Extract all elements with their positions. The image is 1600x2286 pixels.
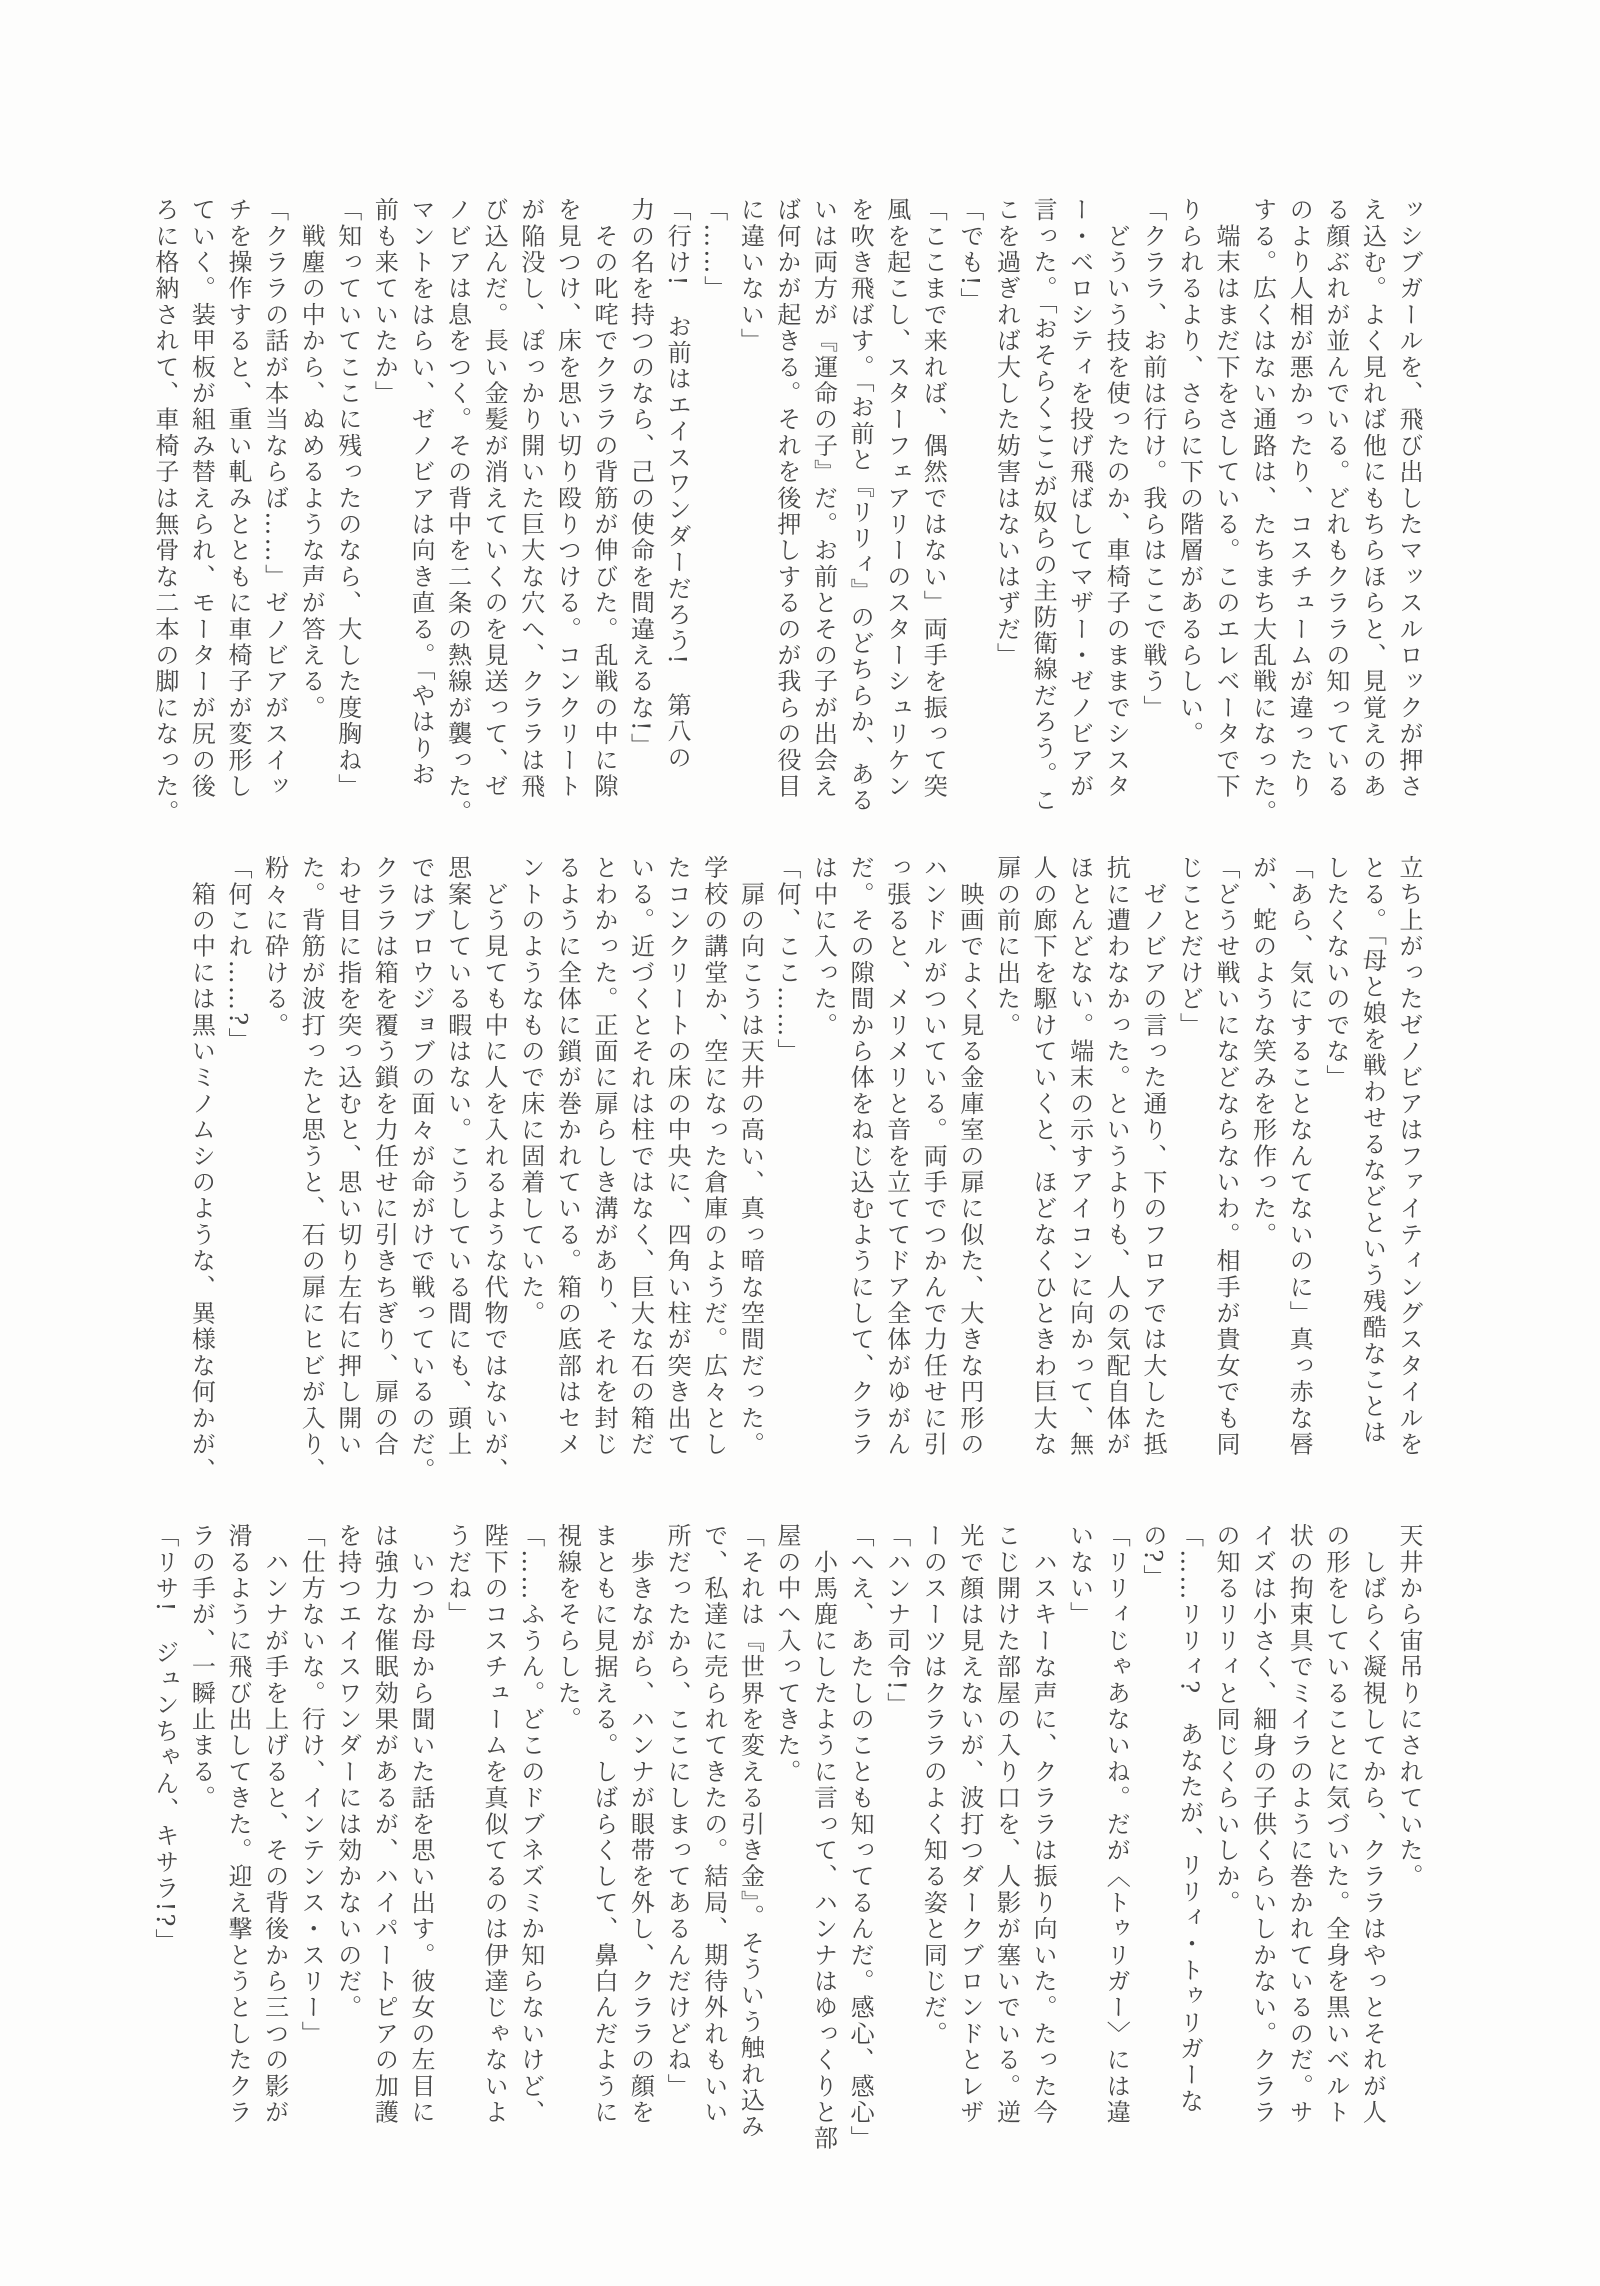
text-column: 「へえ、あたしのことも知ってるんだ。感心、感心」 bbox=[846, 1523, 875, 2152]
text-column: ハスキーな声に、クララは振り向いた。たった今 bbox=[1029, 1523, 1058, 2126]
text-column: たコンクリートの床の中央に、四角い柱が突き出て bbox=[663, 855, 692, 1458]
text-column: いない」 bbox=[1065, 1523, 1094, 1628]
text-column: ろに格納されて、車椅子は無骨な二本の脚になった。 bbox=[150, 197, 179, 826]
text-column: 視線をそらした。 bbox=[553, 1523, 582, 1733]
text-band-bottom bbox=[146, 1523, 1427, 2152]
text-column: 風を起こし、スターフェアリーのスターシュリケン bbox=[882, 197, 911, 800]
text-column: 歩きながら、ハンナが眼帯を外し、クララの顔を bbox=[626, 1523, 655, 2126]
text-column: っ張ると、メリメリと音を立ててドア全体がゆがん bbox=[882, 855, 911, 1458]
text-column: いる。近づくとそれは柱ではなく、巨大な石の箱だ bbox=[626, 855, 655, 1458]
text-column: したくないのでな」 bbox=[1321, 855, 1350, 1091]
text-column: 「ハンナ司令!」 bbox=[882, 1523, 911, 1719]
text-column: とる。「母と娘を戦わせるなどという残酷なことは bbox=[1358, 855, 1387, 1446]
text-column: ではブロウジョブの面々が命がけで戦っているのだ。 bbox=[406, 855, 435, 1484]
text-column: ハンナが手を上げると、その背後から三つの影が bbox=[260, 1523, 289, 2126]
text-column: 抗に遭わなかった。というよりも、人の気配自体が bbox=[1102, 855, 1131, 1458]
text-column: チを操作すると、重い軋みとともに車椅子が変形し bbox=[224, 197, 252, 800]
text-column: 人の廊下を駆けていくと、ほどなくひときわ巨大な bbox=[1029, 855, 1058, 1458]
text-column: 天井から宙吊りにされていた。 bbox=[1395, 1523, 1423, 1890]
text-column: わせ目に指を突っ込むと、思い切り左右に押し開い bbox=[333, 855, 362, 1458]
text-column: とわかった。正面に扉らしき溝があり、それを封じ bbox=[589, 855, 618, 1458]
text-column: どう見ても中に人を入れるような代物ではないが、 bbox=[480, 855, 509, 1484]
text-column: が陥没し、ぽっかり開いた巨大な穴へ、クララは飛 bbox=[516, 197, 545, 800]
text-column: 「何これ……?」 bbox=[224, 855, 252, 1054]
text-column: 状の拘束具でミイラのように巻かれているのだ。サ bbox=[1285, 1523, 1314, 2126]
text-column: 前も来ていたか」 bbox=[370, 197, 399, 407]
text-column: 「何、ここ……」 bbox=[772, 855, 801, 1065]
text-column: る顔ぶれが並んでいる。どれもクララの知っている bbox=[1321, 197, 1350, 800]
text-column: は強力な催眠効果があるが、ハイパートピアの加護 bbox=[370, 1523, 399, 2126]
text-column: 言った。「おそらくここが奴らの主防衛線だろう。こ bbox=[1029, 197, 1058, 814]
text-band-middle bbox=[183, 855, 1427, 1484]
text-column: 「行け! お前はエイスワンダーだろう! 第八の bbox=[663, 197, 692, 771]
text-column: 力の名を持つのなら、己の使命を間違えるな!」 bbox=[626, 197, 655, 760]
text-column: ゼノビアの言った通り、下のフロアでは大した抵 bbox=[1138, 855, 1167, 1458]
text-column: ラの手が、一瞬止まる。 bbox=[187, 1523, 216, 1812]
text-column: クララは箱を覆う鎖を力任せに引きちぎり、扉の合 bbox=[370, 855, 399, 1458]
text-column: 「リサ! ジュンちゃん、キサラ!?」 bbox=[150, 1523, 179, 1955]
text-column: が、蛇のような笑みを形作った。 bbox=[1248, 855, 1277, 1248]
text-column: ノビアは息をつく。その背中を二条の熱線が襲った。 bbox=[443, 197, 472, 826]
text-column: 光で顔は見えないが、波打つダークブロンドとレザ bbox=[955, 1523, 984, 2126]
text-column: に違いない」 bbox=[736, 197, 765, 355]
text-column: じことだけど」 bbox=[1175, 855, 1204, 1039]
text-column: 「仕方ないな。行け、インテンス・スリー」 bbox=[297, 1523, 326, 2047]
text-column: ば何かが起きる。それを後押しするのが我らの役目 bbox=[772, 197, 801, 800]
text-column: する。広くはない通路は、たちまち大乱戦になった。 bbox=[1248, 197, 1277, 826]
text-column: のより人相が悪かったり、コスチュームが違ったり bbox=[1285, 197, 1314, 800]
text-column: 「それは『世界を変える引き金』。そういう触れ込み bbox=[736, 1523, 765, 2140]
text-column: 小馬鹿にしたように言って、ハンナはゆっくりと部 bbox=[809, 1523, 838, 2152]
text-column: しばらく凝視してから、クララはやっとそれが人 bbox=[1358, 1523, 1387, 2126]
text-column: こを過ぎれば大した妨害はないはずだ」 bbox=[992, 197, 1021, 669]
text-column: だ。その隙間から体をねじ込むようにして、クララ bbox=[846, 855, 875, 1458]
text-column: イズは小さく、細身の子供くらいしかない。クララ bbox=[1248, 1523, 1277, 2126]
text-column: こじ開けた部屋の入り口を、人影が塞いでいる。逆 bbox=[992, 1523, 1021, 2126]
text-column: どういう技を使ったのか、車椅子のままでシスタ bbox=[1102, 197, 1131, 800]
text-column: るように全体に鎖が巻かれている。箱の底部はセメ bbox=[553, 855, 582, 1458]
text-column: ーのスーツはクララのよく知る姿と同じだ。 bbox=[919, 1523, 948, 2047]
text-column: いは両方が『運命の子』だ。お前とその子が出会え bbox=[809, 197, 838, 800]
text-column: 「……リリィ? あなたが、リリィ・トゥリガーな bbox=[1175, 1523, 1204, 2115]
text-column: の形をしていることに気づいた。全身を黒いベルト bbox=[1321, 1523, 1350, 2126]
text-column: 「あら、気にすることなんてないのに」真っ赤な唇 bbox=[1285, 855, 1314, 1458]
text-column: ていく。装甲板が組み替えられ、モーターが尻の後 bbox=[187, 197, 216, 800]
text-column: うだね」 bbox=[443, 1523, 472, 1628]
text-column: を持つエイスワンダーには効かないのだ。 bbox=[333, 1523, 362, 2021]
text-column: 「クララ、お前は行け。我らはここで戦う」 bbox=[1138, 197, 1167, 721]
text-column: を見つけ、床を思い切り殴りつける。コンクリート bbox=[553, 197, 582, 800]
text-column: 滑るように飛び出してきた。迎え撃とうとしたクラ bbox=[224, 1523, 252, 2126]
text-column: 学校の講堂か、空になった倉庫のようだ。広々とし bbox=[699, 855, 728, 1458]
text-column: 「知っていてここに残ったのなら、大した度胸ね」 bbox=[333, 197, 362, 800]
text-column: 立ち上がったゼノビアはファイティングスタイルを bbox=[1395, 855, 1423, 1458]
text-column: ハンドルがついている。両手でつかんで力任せに引 bbox=[919, 855, 948, 1458]
text-column: 所だったから、ここにしまってあるんだけどね」 bbox=[663, 1523, 692, 2100]
text-column: た。背筋が波打ったと思うと、石の扉にヒビが入り、 bbox=[297, 855, 326, 1484]
text-column: 「でも!」 bbox=[955, 197, 984, 314]
text-column: で、私達に売られてきたの。結局、期待外れもいい bbox=[699, 1523, 728, 2126]
text-column: いつか母から聞いた話を思い出す。彼女の左目に bbox=[406, 1523, 435, 2126]
text-column: の知るリリィと同じくらいしか。 bbox=[1212, 1523, 1241, 1916]
text-column: 粉々に砕ける。 bbox=[260, 855, 289, 1039]
text-column: 戦塵の中から、ぬめるような声が答える。 bbox=[297, 197, 326, 721]
text-column: 扉の向こうは天井の高い、真っ暗な空間だった。 bbox=[736, 855, 765, 1458]
text-column: 扉の前に出た。 bbox=[992, 855, 1021, 1039]
text-column: 「……ふうん。どこのドブネズミか知らないけど、 bbox=[516, 1523, 545, 2126]
text-column: 「リリィじゃあないね。だが〈トゥリガー〉には違 bbox=[1102, 1523, 1131, 2126]
text-column: 端末はまだ下をさしている。このエレベータで下 bbox=[1212, 197, 1241, 800]
text-column: 「ここまで来れば、偶然ではない」両手を振って突 bbox=[919, 197, 948, 800]
text-column: 「クララの話が本当ならば……」ゼノビアがスイッ bbox=[260, 197, 289, 800]
text-column: 映画でよく見る金庫室の扉に似た、大きな円形の bbox=[955, 855, 984, 1458]
text-column: 思案している暇はない。こうしている間にも、頭上 bbox=[443, 855, 472, 1458]
text-column: マントをはらい、ゼノビアは向き直る。「やはりお bbox=[406, 197, 435, 788]
text-column: 箱の中には黒いミノムシのような、異様な何かが、 bbox=[187, 855, 216, 1484]
text-column: 陛下のコスチュームを真似てるのは伊達じゃないよ bbox=[480, 1523, 509, 2126]
text-column: は中に入った。 bbox=[809, 855, 838, 1039]
text-column: 「どうせ戦いになどならないわ。相手が貴女でも同 bbox=[1212, 855, 1241, 1458]
text-column: ー・ベロシティを投げ飛ばしてマザー・ゼノビアが bbox=[1065, 197, 1094, 800]
text-column: を吹き飛ばす。「お前と『リリィ』のどちらか、ある bbox=[846, 197, 875, 814]
text-band-top bbox=[146, 197, 1427, 826]
text-column: ッシブガールを、飛び出したマッスルロックが押さ bbox=[1395, 197, 1423, 800]
text-column: の?」 bbox=[1138, 1523, 1167, 1591]
text-column: まともに見据える。しばらくして、鼻白んだように bbox=[589, 1523, 618, 2126]
text-column: 「……」 bbox=[699, 197, 728, 302]
text-column: その叱咤でクララの背筋が伸びた。乱戦の中に隙 bbox=[589, 197, 618, 800]
text-column: え込む。よく見れば他にもちらほらと、見覚えのあ bbox=[1358, 197, 1387, 800]
text-column: ほとんどない。端末の示すアイコンに向かって、無 bbox=[1065, 855, 1094, 1458]
text-column: ントのようなもので床に固着していた。 bbox=[516, 855, 545, 1327]
text-column: び込んだ。長い金髪が消えていくのを見送って、ゼ bbox=[480, 197, 509, 800]
text-column: 屋の中へ入ってきた。 bbox=[772, 1523, 801, 1785]
text-column: りられるより、さらに下の階層があるらしい。 bbox=[1175, 197, 1204, 748]
